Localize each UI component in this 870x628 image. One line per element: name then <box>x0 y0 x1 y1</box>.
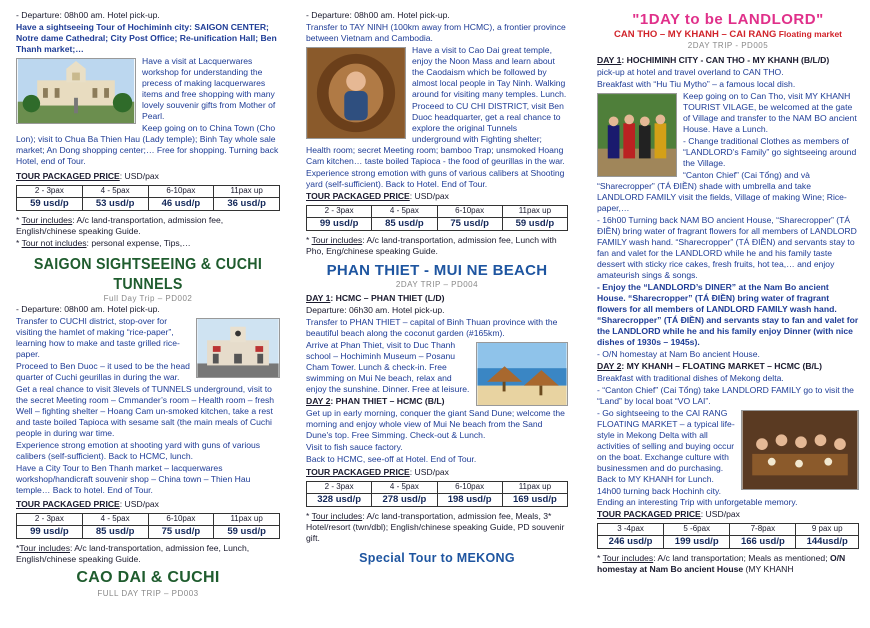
beach-photo <box>476 342 568 406</box>
t3-title: CAO DAI & CUCHI <box>76 569 220 587</box>
t2-includes: *Tour includes: A/c land-transportation, admission fee, Lunch, English/chinese speaking Guide. <box>16 543 250 565</box>
t4-title: PHAN THIET - MUI NE BEACH <box>326 262 548 280</box>
t1-chinatown: Keep going on to China Town (Cho Lon); visit to Chua Ba Thien Hau (Lady temple); Binh Tay whole sale market; An Dong shopping center;… Free for shopping. Turning back Hotel, end of Tour. <box>16 123 279 166</box>
t4-price-table: 2 - 3pax 4 - 5pax 6-10pax 11pax up 328 usd/p 278 usd/p 198 usd/p 169 usd/p <box>306 481 568 507</box>
t1-departure: - Departure: 08h00 am. Hotel pick-up. <box>16 10 160 20</box>
landlord-pickup: pick-up at hotel and travel overland to CAN THO. <box>597 66 784 77</box>
t3-departure: - Departure: 08h00 am. Hotel pick-up. <box>306 10 450 20</box>
landlord-day1-heading: DAY 1: HOCHIMINH CITY - CAN THO - MY KHANH (B/L/D) <box>597 54 830 65</box>
t4-arrive: Arrive at Phan Thiet, visit to Duc Thanh school – Hochiminh Museum – Posanu Cham Tower. Lunch & check-in. Free swimming on Mui Ne beach, relax and enjoy the sunshine. Dinner. Free at leisure. <box>306 339 470 394</box>
ben-thanh-photo <box>196 318 280 378</box>
city-hall-photo <box>16 58 136 124</box>
landlord-diner: - Enjoy the “LANDLORD’s DINER” at the Nam Bo ancient House. “Sharecropper” (TÁ ĐIỀN) bring water of fragrant flowers for all members of LANDLORD FAMILY wash hand. “Sharecropper” (TÁ ĐIỀN) and servants stay to fan and valet for the LANDLORD while he and his family enjoy Dinner (with nice dishes of 1930s – 1945s). <box>597 281 859 347</box>
t3-price-line: TOUR PACKAGED PRICE: USD/pax <box>306 191 449 201</box>
landlord-village: Keep going on to Can Tho, visit MY KHANH TOURIST VILAGE, be welcomed at the gate of Village and transfer to the NAM BO ancient House. Have a Lunch. <box>683 90 857 134</box>
t4-departure: Departure: 06h30 am. Hotel pick-up. <box>306 304 445 315</box>
t2-subtitle: Full Day Trip – PD002 <box>103 293 193 303</box>
column-1 <box>16 10 280 599</box>
t1-price-table: 2 - 3pax 4 - 5pax 6-10pax 11pax up 59 usd/p 53 usd/p 46 usd/p 36 usd/p <box>16 185 280 211</box>
t4-transfer: Transfer to PHAN THIET – capital of Binh Thuan province with the beautiful beach along the coconut garden (#165km). <box>306 316 558 338</box>
t4-fish-sauce: Visit to fish sauce factory. <box>306 441 403 452</box>
t4-sand-dune: Get up in early morning, conquer the giant Sand Dune; welcome the morning and enjoy whole view of Mui Ne beach from the Sand Dune's top. Free Simming. Check-out & Lunch. <box>306 407 565 440</box>
t2-cuchi: Transfer to CUCHI district, stop-over for visiting the hamlet of making “rice-paper”, learning how to make and taste grilled rice-paper. <box>16 316 180 360</box>
landlord-clothes: - Change traditional Clothes as members of “LANDLORD’s Family” go sightseeing around the Village. <box>683 135 857 168</box>
landlord-price-line: TOUR PACKAGED PRICE: USD/pax <box>597 508 740 519</box>
landlord-code: 2DAY TRIP - PD005 <box>687 41 769 51</box>
t4-price-line: TOUR PACKAGED PRICE: USD/pax <box>306 466 449 477</box>
t2-departure: - Departure: 08h00 am. Hotel pick-up. <box>16 304 160 315</box>
t2-tunnels: Get a real chance to visit 3levels of TUNNELS underground, visit to the secret Meeting room – Cmmander’s room – Health room – fresh Well – fighting shelter – Hoang Cam un-smoked kitchen, take a rest and taste boiled Tapioca with sesame salt (the main meals of Cuchi people in during war time. <box>16 384 275 439</box>
column-2 <box>306 10 568 566</box>
special-tour-title: Special Tour to MEKONG <box>359 550 515 565</box>
t2-ben-duoc: Proceed to Ben Duoc – it used to be the head quarter of Cuchi geurillas in during the war. <box>16 361 190 383</box>
landlord-breakfast-2: Breakfast with traditional dishes of Mekong delta. <box>597 372 784 383</box>
landlord-price-table: 3 -4pax 5 -6pax 7-8pax 9 pax up 246 usd/p 199 usd/p 166 usd/p 144usd/p <box>597 523 859 549</box>
t3-cao-dai: Have a visit to Cao Dai great temple, enjoy the Noon Mass and learn about the Caodaism which be followed by almost local people in Tay Ninh. Walking around for visiting many temples. Lunch. <box>412 45 567 99</box>
landlord-title: "1DAY to be LANDLORD" <box>632 11 824 28</box>
landlord-afternoon: - 16h00 Turning back NAM BO ancient House, “Sharecropper” (TÁ ĐIỀN) bring water of fragrant flowers for all members of LANDLORD FAMILY wash hand. “Sharecropper” (TÁ ĐIỀN) and servants stay to fan and valet for the LANDLORD while he and his family taste dessert with sticky rice cakes, fresh fruits, hot tea,… and enjoy amateurish sings & songs. <box>597 214 857 280</box>
t4-day1-heading: DAY 1: HCMC – PHAN THIET (L/D) <box>306 292 445 303</box>
t2-price-table: 2 - 3pax 4 - 5pax 6-10pax 11pax up 99 usd/p 85 usd/p 75 usd/p 59 usd/p <box>16 513 280 539</box>
t4-includes: * Tour includes: A/c land-transportation, admission fee, Meals, 3* Hotel/resort (twn/dbl); English/chinese speaking Guide, PD souvenir gift. <box>306 510 565 543</box>
t3-shooting: Experience strong emotion with guns of various calibers at Shooting yard (self-sufficient). Back to Hotel. End of Tour. <box>306 168 565 189</box>
landlord-vo-lai: - “Canton Chief” (Cai Tổng) take LANDLORD FAMILY go to visit the “Land” by local boat “VO LAI”. <box>597 384 854 406</box>
t4-back: Back to HCMC, see-off at Hotel. End of Tour. <box>306 453 477 464</box>
family-photo <box>597 93 677 177</box>
t2-city-tour: Have a City Tour to Ben Thanh market – lacquerwares workshop/handicraft souvenir shop – China town – Thien Hau temple… Back to hotel. End of Tour. <box>16 463 251 496</box>
t3-price-table: 2 - 3pax 4 - 5pax 6-10pax 11pax up 99 usd/p 85 usd/p 75 usd/p 59 usd/p <box>306 205 568 231</box>
landlord-day2-heading: DAY 2: MY KHANH – FLOATING MARKET – HCMC (B/L) <box>597 360 823 371</box>
tunnel-photo <box>306 47 406 139</box>
t1-price-line: TOUR PACKAGED PRICE: USD/pax <box>16 171 159 181</box>
landlord-homestay: - O/N homestay at Nam Bo ancient House. <box>597 348 760 359</box>
t3-subtitle: FULL DAY TRIP – PD003 <box>97 588 199 598</box>
landlord-canton-chief: “Canton Chief” (Cai Tổng) and và “Sharecropper” (TÁ ĐIỀN) shade with umbrella and take LANDLORD FAMILY visit the fields, Village of making Wine; Rice-paper,… <box>597 169 847 213</box>
t2-title: SAIGON SIGHTSEEING & CUCHI TUNNELS <box>33 256 263 293</box>
t2-price-line: TOUR PACKAGED PRICE: USD/pax <box>16 499 159 510</box>
t1-itinerary: Have a sightseeing Tour of Hochiminh city: SAIGON CENTER; Notre dame Cathedral; City Post Office; Re-unification Hall; Ben Thanh market;… <box>16 22 277 54</box>
t4-day2-heading: DAY 2: PHAN THIET – HCMC (B/L) <box>306 395 445 406</box>
landlord-breakfast: Breakfast with “Hu Tiu Mytho” – a famous local dish. <box>597 78 796 89</box>
t4-subtitle: 2DAY TRIP – PD004 <box>395 280 479 290</box>
t1-not-includes: * Tour not includes: personal expense, Tips,… <box>16 238 191 249</box>
t3-includes: * Tour includes: A/c land-transportation, admission fee, Lunch with Pho, Eng/chinese speaking Guide. <box>306 235 557 257</box>
t1-lacquer: Have a visit at Lacquerwares workshop for understanding the precess of making lacquerwares items and free shopping with many lovely souvenir gifts from Mother of Pearl. <box>142 56 276 121</box>
landlord-floating-market: - Go sightseeing to the CAI RANG FLOATING MARKET – a typical life-style in Mekong Delta with all activities of selling and buying occur on the boat. Exchange culture with businessmen and do purchasing. Back to MY KHANH for Lunch. <box>597 407 735 484</box>
t3-cu-chi: Proceed to CU CHI DISTRICT, visit Ben Duoc headquarter, get a real chance to explore the original Tunnels underground with Fighting shelter; Health room; secret Meeting room; bamboo Trap; unsmoked Hoang Cam kitchen… taste boiled Tapioca - the food of geurillas in the war. <box>306 101 565 166</box>
landlord-return: 14h00 turning back Hochinh city. Ending an interesting Trip with unforgetable memory. <box>597 485 798 507</box>
t3-tay-ninh: Transfer to TAY NINH (100km away from HCMC), a frontier province between Vietnam and Cambodia. <box>306 22 566 43</box>
landlord-includes: * Tour includes: A/c land transportation; Meals as mentioned; O/N homestay at Nam Bo ancient House (MY KHANH <box>597 552 846 574</box>
t2-shooting: Experience strong emotion at shooting yard with guns of various calibers (self-sufficient). Back to HCMC, lunch. <box>16 440 261 462</box>
dinner-photo <box>741 410 859 490</box>
column-3 <box>597 10 859 576</box>
t1-includes: * Tour includes: A/c land-transportation, admission fee, English/chinese speaking Guide. <box>16 215 224 237</box>
landlord-route: CAN THO – MY KHANH – CAI RANG Floating market <box>613 29 843 41</box>
